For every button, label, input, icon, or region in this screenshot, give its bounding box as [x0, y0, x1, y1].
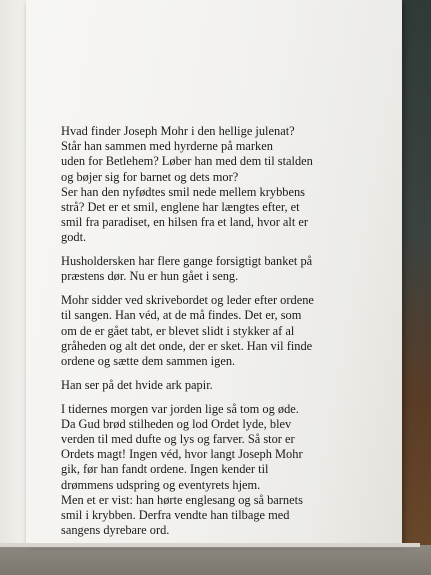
text-line: gråheden og alt det onde, der er sket. Han vil finde	[61, 338, 313, 353]
book-page	[26, 0, 402, 544]
text-line: Husholdersken har flere gange forsigtigt banket på	[61, 254, 313, 269]
text-line: godt.	[61, 230, 87, 245]
paragraph-3	[61, 293, 361, 369]
text-line: gik, før han fandt ordene. Ingen kender til	[61, 462, 269, 477]
text-line: Mohr sidder ved skrivebordet og leder efter ordene	[61, 293, 314, 308]
text-line: Da Gud brød stilheden og lod Ordet lyde, blev	[61, 416, 292, 431]
text-line: og bøjer sig for barnet og dets mor?	[61, 169, 239, 184]
text-line: Men et er vist: han hørte englesang og så barnets	[61, 492, 303, 507]
text-line: Ser han den nyfødtes smil nede mellem krybbens	[61, 184, 305, 199]
text-line: drømmens udspring og eventyrets hjem.	[61, 477, 261, 492]
text-line: til sangen. Han véd, at de må findes. Det er, som	[61, 308, 302, 323]
paragraph-5	[61, 402, 361, 539]
paragraph-2	[61, 254, 361, 284]
text-line: I tidernes morgen var jorden lige så tom og øde.	[61, 401, 299, 416]
paragraph-4	[61, 378, 361, 393]
background-bottom	[0, 545, 431, 575]
text-line: uden for Betlehem? Løber han med dem til stalden	[61, 154, 313, 169]
text-line: smil fra paradiset, en hilsen fra et land, hvor alt er	[61, 215, 309, 230]
text-line: verden til med dufte og lys og farver. Så stor er	[61, 432, 295, 447]
text-line: Ordets magt! Ingen véd, hvor langt Joseph Mohr	[61, 447, 303, 462]
text-line: præstens dør. Nu er hun gået i seng.	[61, 269, 239, 284]
page-text	[61, 124, 361, 547]
text-line: Hvad finder Joseph Mohr i den hellige julenat?	[61, 124, 295, 138]
paragraph-1	[61, 124, 361, 246]
text-line: Han ser på det hvide ark papir.	[61, 377, 213, 392]
text-line: om de er gået tabt, er blevet slidt i stykker af al	[61, 323, 295, 338]
text-line: strå? Det er et smil, englene har længtes efter, et	[61, 200, 300, 215]
text-line: sangens dyrebare ord.	[61, 523, 170, 538]
text-line: ordene og sætte dem sammen igen.	[61, 354, 236, 369]
text-line: smil i krybben. Derfra vendte han tilbage med	[61, 508, 290, 523]
page-bottom-edge	[0, 543, 420, 548]
text-line: Står han sammen med hyrderne på marken	[61, 139, 273, 154]
